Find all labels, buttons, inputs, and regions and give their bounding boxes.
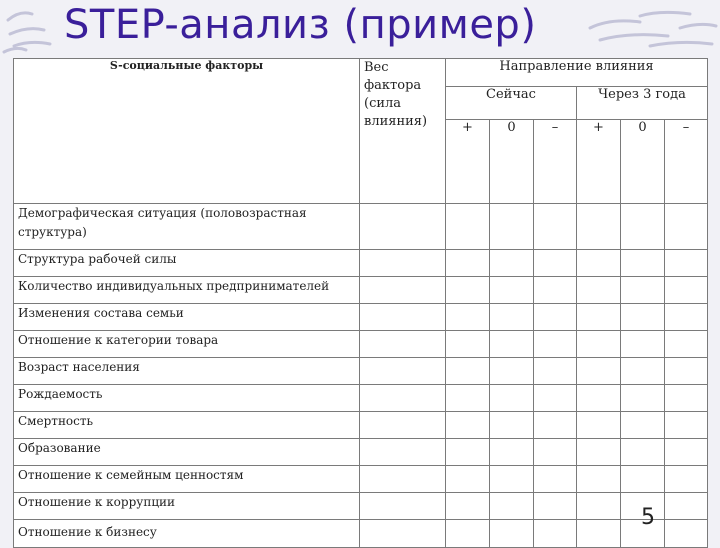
table-row bbox=[14, 466, 708, 493]
cell bbox=[577, 520, 621, 548]
slide-title: STEP-анализ (пример) bbox=[64, 2, 537, 48]
table-row bbox=[14, 520, 708, 548]
cell bbox=[577, 466, 621, 493]
cell bbox=[490, 331, 534, 358]
cell bbox=[577, 277, 621, 304]
cell bbox=[490, 520, 534, 548]
factor-column-header: S-социальные факторы bbox=[14, 59, 360, 204]
table-row bbox=[14, 385, 708, 412]
cell bbox=[446, 439, 490, 466]
cell bbox=[446, 412, 490, 439]
cell bbox=[490, 493, 534, 520]
cell bbox=[490, 250, 534, 277]
cell bbox=[577, 304, 621, 331]
weight-cell bbox=[360, 204, 446, 250]
cell bbox=[621, 204, 665, 250]
factor-label: Количество индивидуальных предпринимателей bbox=[14, 277, 360, 304]
cell bbox=[665, 277, 708, 304]
cell bbox=[534, 385, 577, 412]
cell bbox=[577, 331, 621, 358]
cell bbox=[665, 250, 708, 277]
cell bbox=[534, 412, 577, 439]
cell bbox=[534, 466, 577, 493]
table-row bbox=[14, 331, 708, 358]
factor-label: Возраст населения bbox=[14, 358, 360, 385]
cell bbox=[621, 358, 665, 385]
table-row bbox=[14, 493, 708, 520]
cell bbox=[665, 358, 708, 385]
table-row bbox=[14, 304, 708, 331]
weight-cell bbox=[360, 250, 446, 277]
cell bbox=[665, 385, 708, 412]
factor-label: Рождаемость bbox=[14, 385, 360, 412]
cell bbox=[534, 520, 577, 548]
page-number: 5 bbox=[641, 505, 655, 530]
cell bbox=[621, 277, 665, 304]
weight-cell bbox=[360, 439, 446, 466]
factor-label: Отношение к семейным ценностям bbox=[14, 466, 360, 493]
factor-label: Смертность bbox=[14, 412, 360, 439]
cell bbox=[534, 277, 577, 304]
cell bbox=[490, 412, 534, 439]
factor-label: Структура рабочей силы bbox=[14, 250, 360, 277]
weight-column-header: Вес фактора (сила влияния) bbox=[360, 59, 446, 204]
cell bbox=[534, 304, 577, 331]
factor-label: Отношение к бизнесу bbox=[14, 520, 360, 548]
cell bbox=[534, 439, 577, 466]
cell bbox=[446, 358, 490, 385]
cell bbox=[446, 331, 490, 358]
weight-cell bbox=[360, 466, 446, 493]
cell bbox=[665, 439, 708, 466]
table-row bbox=[14, 250, 708, 277]
cell bbox=[621, 331, 665, 358]
cell bbox=[490, 358, 534, 385]
cell bbox=[446, 466, 490, 493]
sign-plus-future: + bbox=[577, 120, 621, 204]
cell bbox=[534, 204, 577, 250]
cell bbox=[534, 331, 577, 358]
cell bbox=[534, 358, 577, 385]
cell bbox=[621, 250, 665, 277]
cell bbox=[577, 358, 621, 385]
sign-plus-now: + bbox=[446, 120, 490, 204]
cell bbox=[490, 277, 534, 304]
cell bbox=[490, 385, 534, 412]
weight-cell bbox=[360, 385, 446, 412]
period-now-header: Сейчас bbox=[446, 87, 577, 120]
table-row bbox=[14, 277, 708, 304]
period-3-years-header: Через 3 года bbox=[577, 87, 708, 120]
cell bbox=[665, 204, 708, 250]
cell bbox=[665, 466, 708, 493]
table-row bbox=[14, 412, 708, 439]
weight-cell bbox=[360, 277, 446, 304]
weight-cell bbox=[360, 412, 446, 439]
sign-minus-now: – bbox=[534, 120, 577, 204]
weight-cell bbox=[360, 358, 446, 385]
factor-label: Отношение к категории товара bbox=[14, 331, 360, 358]
cell bbox=[446, 250, 490, 277]
sign-minus-future: – bbox=[665, 120, 708, 204]
weight-cell bbox=[360, 493, 446, 520]
table-row bbox=[14, 439, 708, 466]
weight-cell bbox=[360, 304, 446, 331]
cell bbox=[446, 277, 490, 304]
cell bbox=[490, 304, 534, 331]
weight-cell bbox=[360, 331, 446, 358]
step-analysis-table bbox=[13, 58, 708, 548]
factor-label: Демографическая ситуация (половозрастная структура) bbox=[14, 204, 360, 250]
factor-label: Образование bbox=[14, 439, 360, 466]
cell bbox=[621, 439, 665, 466]
cell bbox=[621, 466, 665, 493]
cell bbox=[446, 204, 490, 250]
cell bbox=[665, 493, 708, 520]
cell bbox=[534, 250, 577, 277]
cell bbox=[665, 304, 708, 331]
cell bbox=[665, 331, 708, 358]
cell bbox=[665, 412, 708, 439]
cell bbox=[490, 466, 534, 493]
cell bbox=[577, 493, 621, 520]
cell bbox=[665, 520, 708, 548]
sign-zero-future: 0 bbox=[621, 120, 665, 204]
direction-header: Направление влияния bbox=[446, 59, 708, 87]
cell bbox=[577, 204, 621, 250]
cell bbox=[446, 493, 490, 520]
factor-label: Отношение к коррупции bbox=[14, 493, 360, 520]
header-row-direction bbox=[14, 59, 708, 87]
cell bbox=[534, 493, 577, 520]
cell bbox=[490, 439, 534, 466]
cell bbox=[621, 304, 665, 331]
cell bbox=[577, 439, 621, 466]
table-row bbox=[14, 204, 708, 250]
cell bbox=[577, 412, 621, 439]
cell bbox=[446, 385, 490, 412]
cell bbox=[446, 520, 490, 548]
sign-zero-now: 0 bbox=[490, 120, 534, 204]
cell bbox=[446, 304, 490, 331]
weight-cell bbox=[360, 520, 446, 548]
factor-label: Изменения состава семьи bbox=[14, 304, 360, 331]
cell bbox=[621, 412, 665, 439]
cell bbox=[577, 250, 621, 277]
table-row bbox=[14, 358, 708, 385]
cell bbox=[490, 204, 534, 250]
cell bbox=[621, 385, 665, 412]
cell bbox=[577, 385, 621, 412]
